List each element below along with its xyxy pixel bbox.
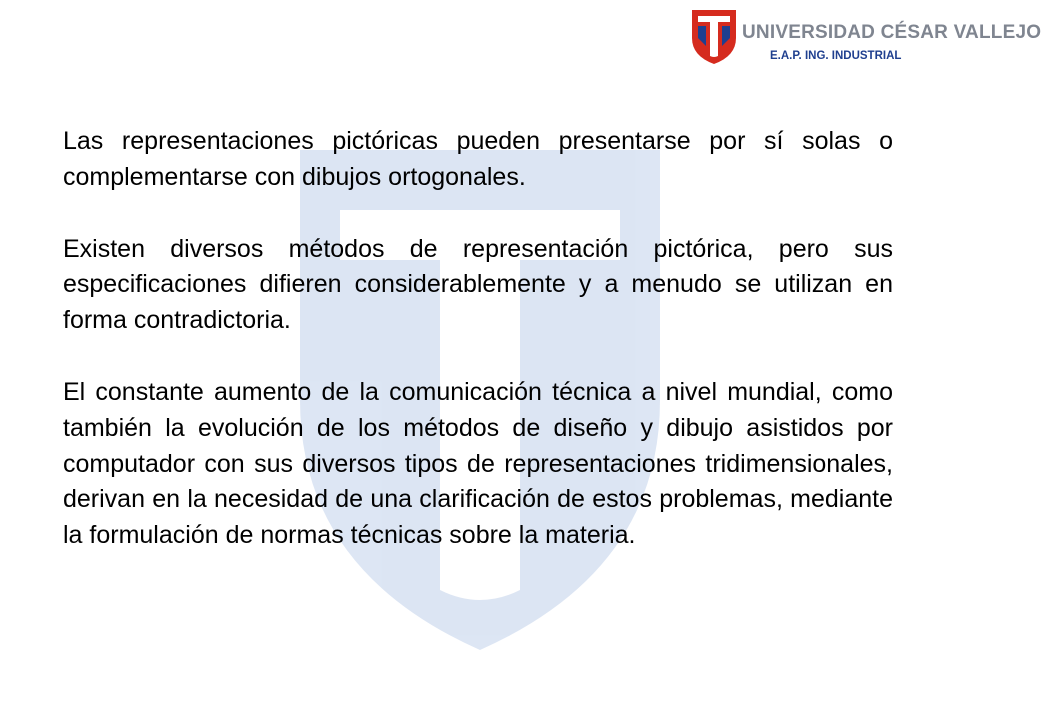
university-logo [690,6,1041,70]
university-name: UNIVERSIDAD CÉSAR VALLEJO [742,22,1041,43]
school-name: E.A.P. ING. INDUSTRIAL [770,50,902,62]
slide-body [63,124,893,590]
university-logo-icon [690,6,738,66]
paragraph-1: Las representaciones pictóricas pueden presentarse por sí solas o complementarse con dibujos ortogonales. [63,127,893,191]
paragraph-2: Existen diversos métodos de representación pictórica, pero sus especificaciones difieren considerablemente y a menudo se utilizan en forma contradictoria. [63,234,893,335]
paragraph-3: El constante aumento de la comunicación técnica a nivel mundial, como también la evolución de los métodos de diseño y dibujo asistidos por computador con sus diversos tipos de representaciones tridimensionales, derivan en la necesidad de una clarificación de estos problemas, mediante la formulación de normas técnicas sobre la materia. [63,377,893,550]
